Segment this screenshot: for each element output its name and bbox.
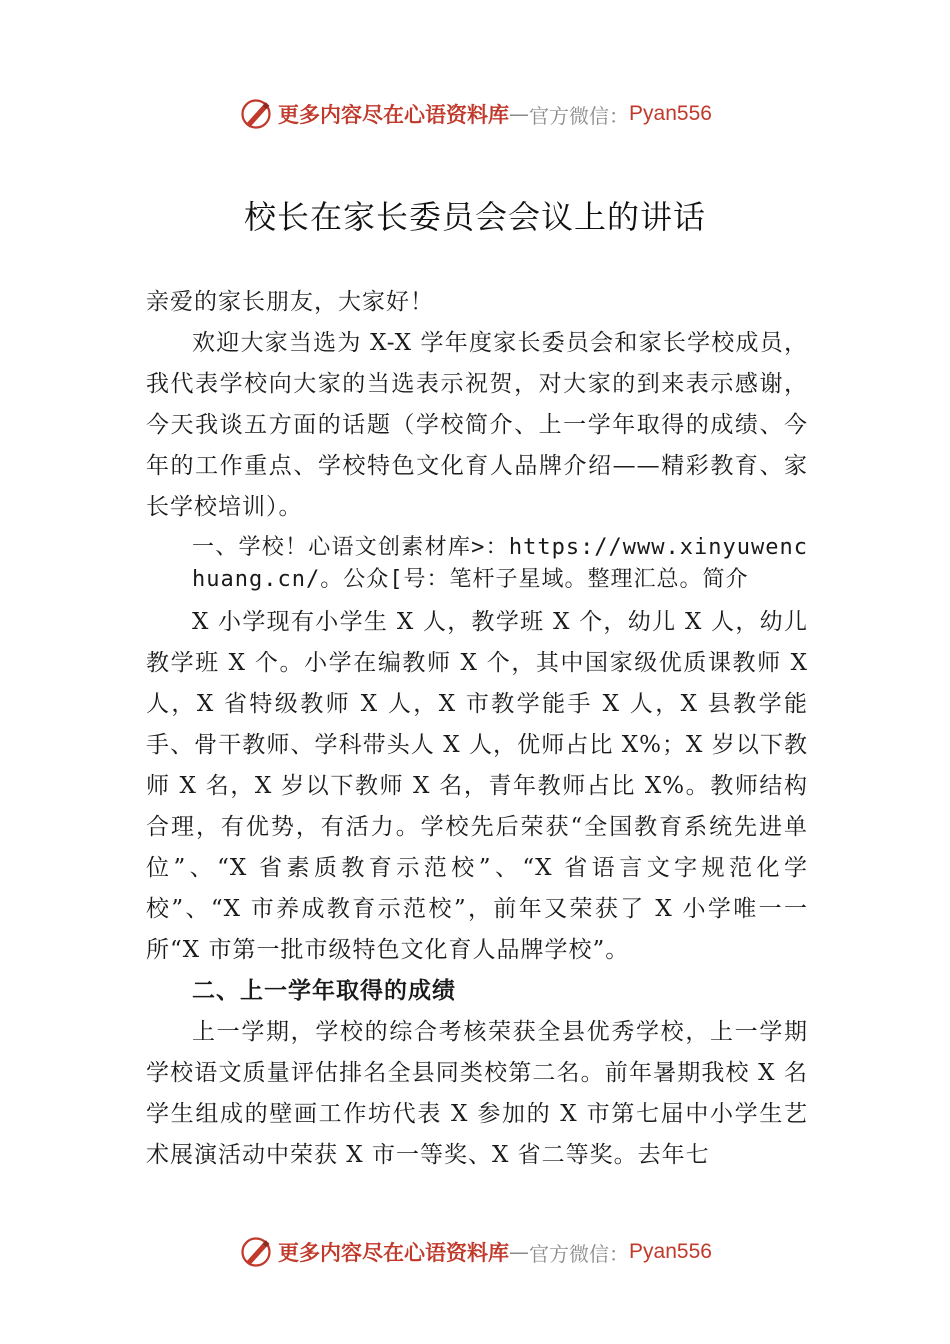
section-2-heading: 二、上一学年取得的成绩 xyxy=(192,978,456,1004)
watermark-dash: — xyxy=(509,102,530,126)
paragraph-achievements: 上一学期，学校的综合考核荣获全县优秀学校，上一学期学校语文质量评估排名全县同类校第二名。前年暑期我校 X 名学生组成的壁画工作坊代表 X 参加的 X 市第七届中小学生艺术展演活动中荣获 X 市一等奖、X 省二等奖。去年七 xyxy=(146,1019,808,1168)
paragraph-school-overview: X 小学现有小学生 X 人，教学班 X 个，幼儿 X 人，幼儿教学班 X 个。小学在编教师 X 个，其中国家级优质课教师 X 人，X 省特级教师 X 人，X 市教学能手 X 人，X 县教学能手、骨干教师、学科带头人 X 人，优师占比 X%；X 岁以下教师 X 名，X 岁以下教师 X 名，青年教师占比 X%。教师结构合理，有优势，有活力。学校先后荣获“全国教育系统先进单位”、“X 省素质教育示范校”、“X 省语言文字规范化学校”、“X 市养成教育示范校”，前年又荣获了 X 小学唯一一所“X 市第一批市级特色文化育人品牌学校”。 xyxy=(146,609,808,963)
document-title: 校长在家长委员会会议上的讲话 xyxy=(243,198,706,236)
watermark-brand-text: 更多内容尽在心语资料库 xyxy=(278,1240,510,1265)
pen-logo-icon xyxy=(238,96,274,132)
watermark-wechat-id: Pyan556 xyxy=(629,1240,712,1263)
watermark-banner-top xyxy=(0,94,950,134)
watermark-banner-bottom xyxy=(0,1232,950,1272)
watermark-wechat-label: 官方微信： xyxy=(529,1241,630,1266)
watermark-dash: — xyxy=(509,1240,530,1264)
watermark-wechat-id: Pyan556 xyxy=(629,102,712,125)
greeting: 亲爱的家长朋友，大家好！ xyxy=(146,289,434,315)
paragraph-intro: 欢迎大家当选为 X-X 学年度家长委员会和家长学校成员，我代表学校向大家的当选表示祝贺，对大家的到来表示感谢，今天我谈五方面的话题（学校简介、上一学年取得的成绩、今年的工作重点、学校特色文化育人品牌介绍——精彩教育、家长学校培训）。 xyxy=(146,330,808,520)
watermark-wechat-label: 官方微信： xyxy=(529,103,630,128)
watermark-brand-text: 更多内容尽在心语资料库 xyxy=(278,102,510,127)
document-body xyxy=(146,282,808,1176)
pen-logo-icon xyxy=(238,1234,274,1270)
section-1-heading: 一、学校！心语文创素材库>：https://www.xinyuwenchuang.cn/。公众[号：笔杆子星域。整理汇总。简介 xyxy=(192,535,808,592)
